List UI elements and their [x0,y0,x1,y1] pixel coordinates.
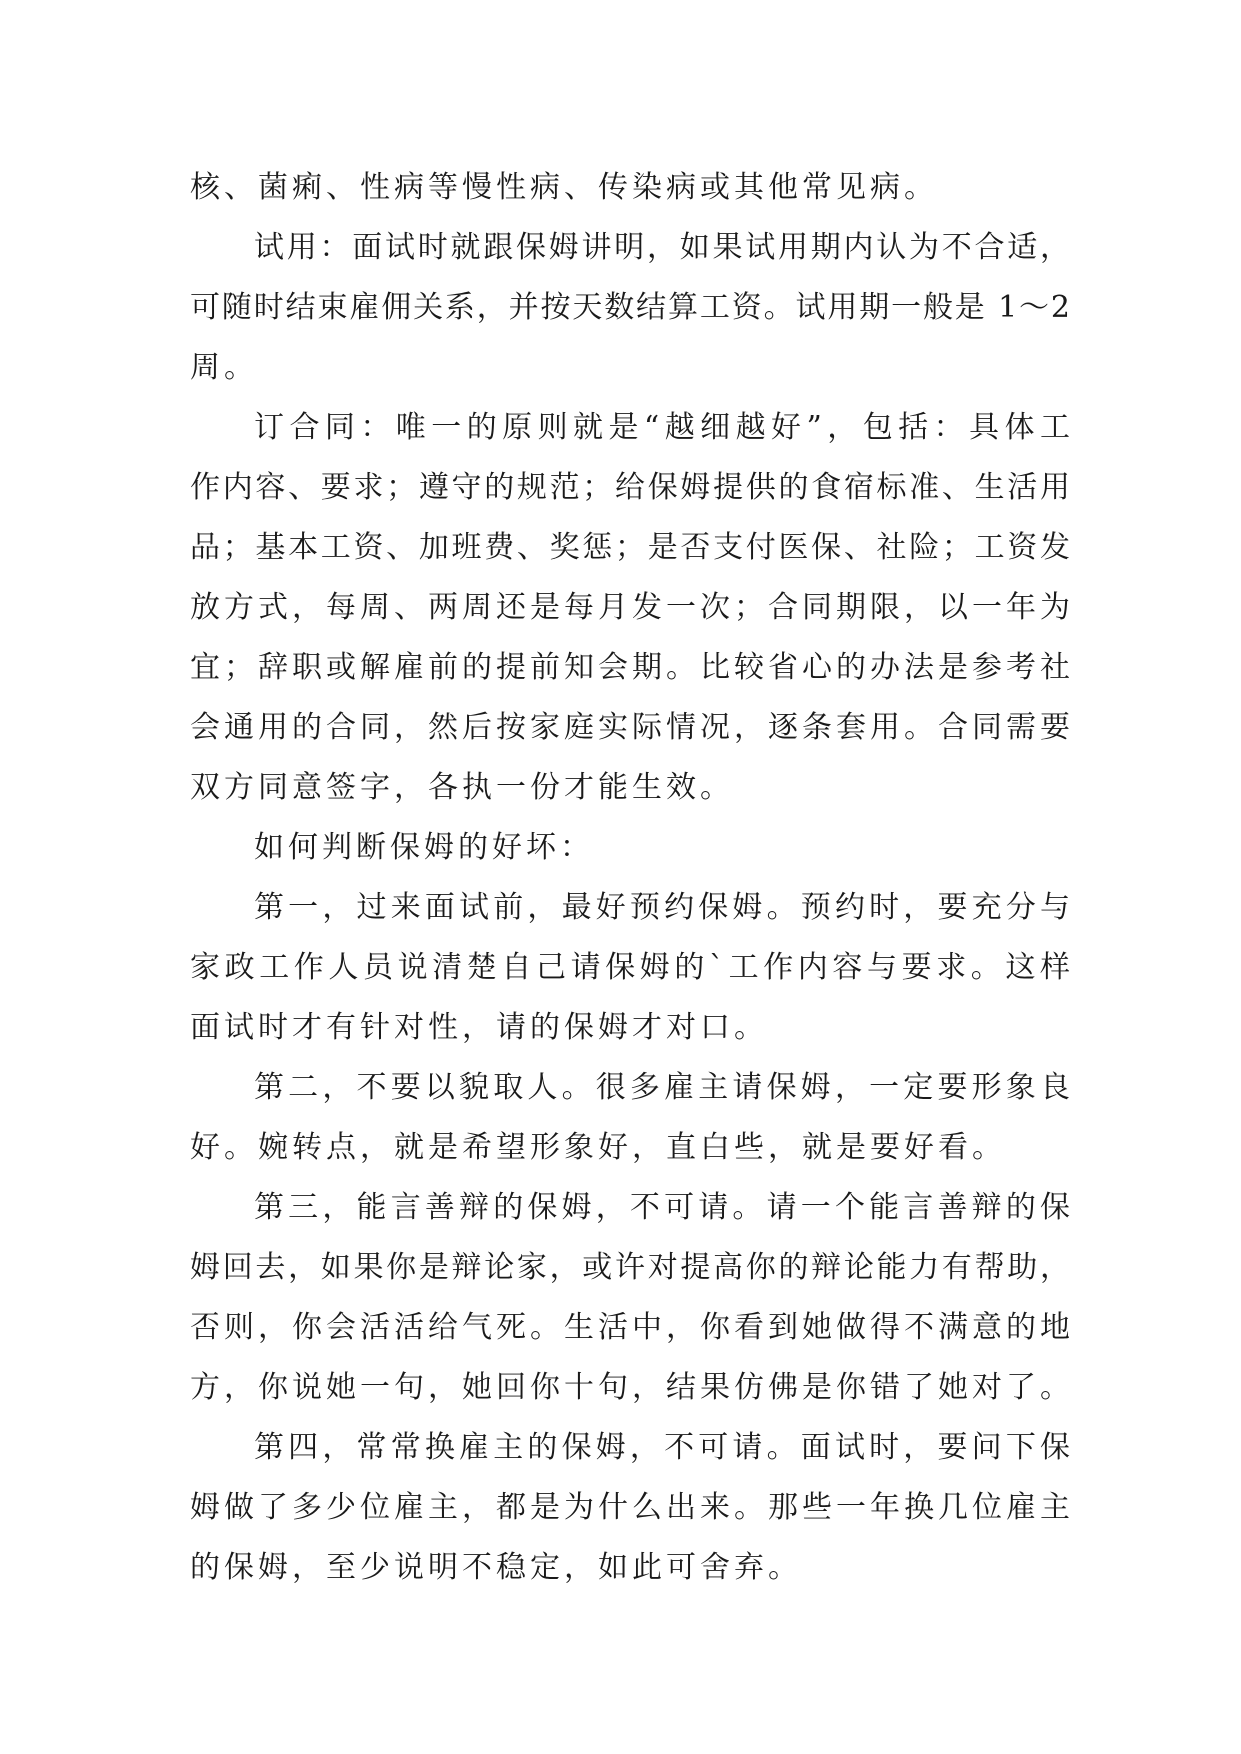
text-line: 家政工作人员说清楚自己请保姆的`工作内容与要求。这样 [190,950,1070,985]
text-line: 试用：面试时就跟保姆讲明，如果试用期内认为不合适， [254,230,1070,265]
text-line: 的保姆，至少说明不稳定，如此可舍弃。 [190,1550,802,1585]
text-line: 否则，你会活活给气死。生活中，你看到她做得不满意的地 [190,1310,1070,1345]
text-line: 会通用的合同，然后按家庭实际情况，逐条套用。合同需要 [190,710,1070,745]
text-line: 可随时结束雇佣关系，并按天数结算工资。试用期一般是 1～2 [190,290,1070,325]
text-line: 周。 [190,350,258,385]
text-line: 宜；辞职或解雇前的提前知会期。比较省心的办法是参考社 [190,650,1070,685]
document-body [190,158,1070,1598]
text-line: 第二，不要以貌取人。很多雇主请保姆，一定要形象良 [254,1070,1070,1105]
text-line: 第四，常常换雇主的保姆，不可请。面试时，要问下保 [254,1430,1070,1465]
text-line: 第三，能言善辩的保姆，不可请。请一个能言善辩的保 [254,1190,1070,1225]
text-line: 核、菌痢、性病等慢性病、传染病或其他常见病。 [190,170,938,205]
text-line: 姆做了多少位雇主，都是为什么出来。那些一年换几位雇主 [190,1490,1070,1525]
text-line: 放方式，每周、两周还是每月发一次；合同期限，以一年为 [190,590,1070,625]
text-line: 如何判断保姆的好坏： [254,830,594,865]
text-line: 双方同意签字，各执一份才能生效。 [190,770,734,805]
text-line: 作内容、要求；遵守的规范；给保姆提供的食宿标准、生活用 [190,470,1070,505]
text-line: 订合同：唯一的原则就是“越细越好”，包括：具体工 [254,410,1070,445]
text-line: 第一，过来面试前，最好预约保姆。预约时，要充分与 [254,890,1070,925]
text-line: 面试时才有针对性，请的保姆才对口。 [190,1010,768,1045]
text-line: 方，你说她一句，她回你十句，结果仿佛是你错了她对了。 [190,1370,1070,1405]
text-line: 好。婉转点，就是希望形象好，直白些，就是要好看。 [190,1130,1006,1165]
text-line: 姆回去，如果你是辩论家，或许对提高你的辩论能力有帮助， [190,1250,1070,1285]
text-line: 品；基本工资、加班费、奖惩；是否支付医保、社险；工资发 [190,530,1070,565]
